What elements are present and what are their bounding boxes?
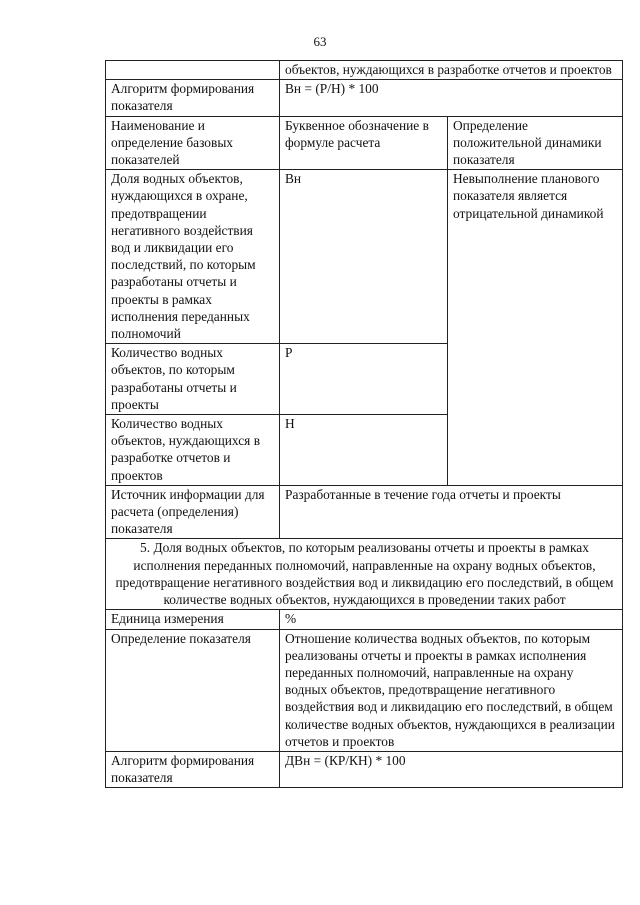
header-dynamics-cell: Определение положительной динамики показателя — [448, 116, 623, 170]
page-number: 63 — [313, 34, 327, 49]
header-name-cell: Наименование и определение базовых показателей — [106, 116, 280, 170]
table-row — [106, 170, 623, 344]
continued-value-cell: объектов, нуждающихся в разработке отчетов и проектов — [280, 61, 623, 80]
base-indicator-name: Доля водных объектов, нуждающихся в охране, предотвращении негативного воздействия вод и ликвидации его последствий, по которым разработаны отчеты и проекты в рамках исполнения переданных полномочий — [106, 170, 280, 344]
algorithm-label: Алгоритм формирования показателя — [106, 80, 280, 116]
table-row — [106, 61, 623, 80]
definition-label: Определение показателя — [106, 629, 280, 751]
unit-label: Единица измерения — [106, 610, 280, 629]
table-row — [106, 629, 623, 751]
table-row — [106, 116, 623, 170]
table-row — [106, 539, 623, 610]
indicator-table — [105, 60, 623, 788]
base-indicator-symbol: Р — [280, 344, 448, 415]
source-label: Источник информации для расчета (определения) показателя — [106, 485, 280, 539]
base-indicator-name: Количество водных объектов, нуждающихся в разработке отчетов и проектов — [106, 415, 280, 486]
base-indicator-symbol: Н — [280, 415, 448, 486]
section-5-title: 5. Доля водных объектов, по которым реализованы отчеты и проекты в рамках исполнения переданных полномочий, направленные на охрану водных объектов, предотвращение негативного воздействия вод и ликвидацию его последствий, в общем количестве водных объектов, нуждающихся в проведении таких работ — [106, 539, 623, 610]
source-value: Разработанные в течение года отчеты и проекты — [280, 485, 623, 539]
base-indicator-symbol: Вн — [280, 170, 448, 344]
table-row — [106, 610, 623, 629]
algorithm-formula: ДВн = (КР/КН) * 100 — [280, 751, 623, 787]
algorithm-formula: Вн = (Р/Н) * 100 — [280, 80, 623, 116]
dynamics-definition: Невыполнение планового показателя является отрицательной динамикой — [448, 170, 623, 486]
table-row — [106, 751, 623, 787]
table-row — [106, 80, 623, 116]
base-indicator-name: Количество водных объектов, по которым разработаны отчеты и проекты — [106, 344, 280, 415]
definition-value: Отношение количества водных объектов, по которым реализованы отчеты и проекты в рамках исполнения переданных полномочий, направленные на охрану водных объектов, предотвращение негативного воздействия вод и ликвидацию его последствий, в общем количестве водных объектов, нуждающихся в реализации отчетов и проектов — [280, 629, 623, 751]
algorithm-label: Алгоритм формирования показателя — [106, 751, 280, 787]
empty-cell — [106, 61, 280, 80]
table-row — [106, 485, 623, 539]
header-symbol-cell: Буквенное обозначение в формуле расчета — [280, 116, 448, 170]
unit-value: % — [280, 610, 623, 629]
